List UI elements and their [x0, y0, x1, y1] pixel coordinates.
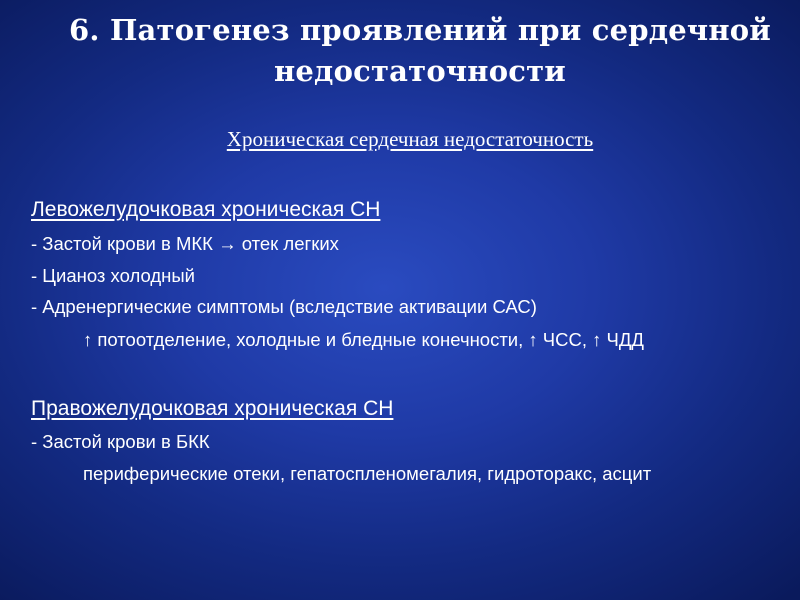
right-detail: периферические отеки, гепатоспленомегалия, гидроторакс, асцит	[83, 463, 652, 484]
left-item-stasis: - Застой крови в МКК → отек легких	[31, 233, 339, 254]
left-item-adrenergic: - Адренергические симптомы (вследствие активации САС)	[31, 296, 537, 317]
title-line-2: недостаточности	[273, 54, 566, 88]
left-detail: ↑ потоотделение, холодные и бледные конечности, ↑ ЧСС, ↑ ЧДД	[83, 329, 644, 350]
title-line-1: 6. Патогенез проявлений при сердечной	[69, 13, 771, 47]
slide-title	[40, 10, 800, 92]
left-item-cyanosis: - Цианоз холодный	[31, 265, 195, 286]
right-item-stasis: - Застой крови в БКК	[31, 431, 210, 452]
right-ventricular-heading: Правожелудочковая хроническая СН	[31, 397, 394, 420]
left-ventricular-heading: Левожелудочковая хроническая СН	[31, 198, 381, 221]
slide-subtitle: Хроническая сердечная недостаточность	[226, 127, 594, 151]
